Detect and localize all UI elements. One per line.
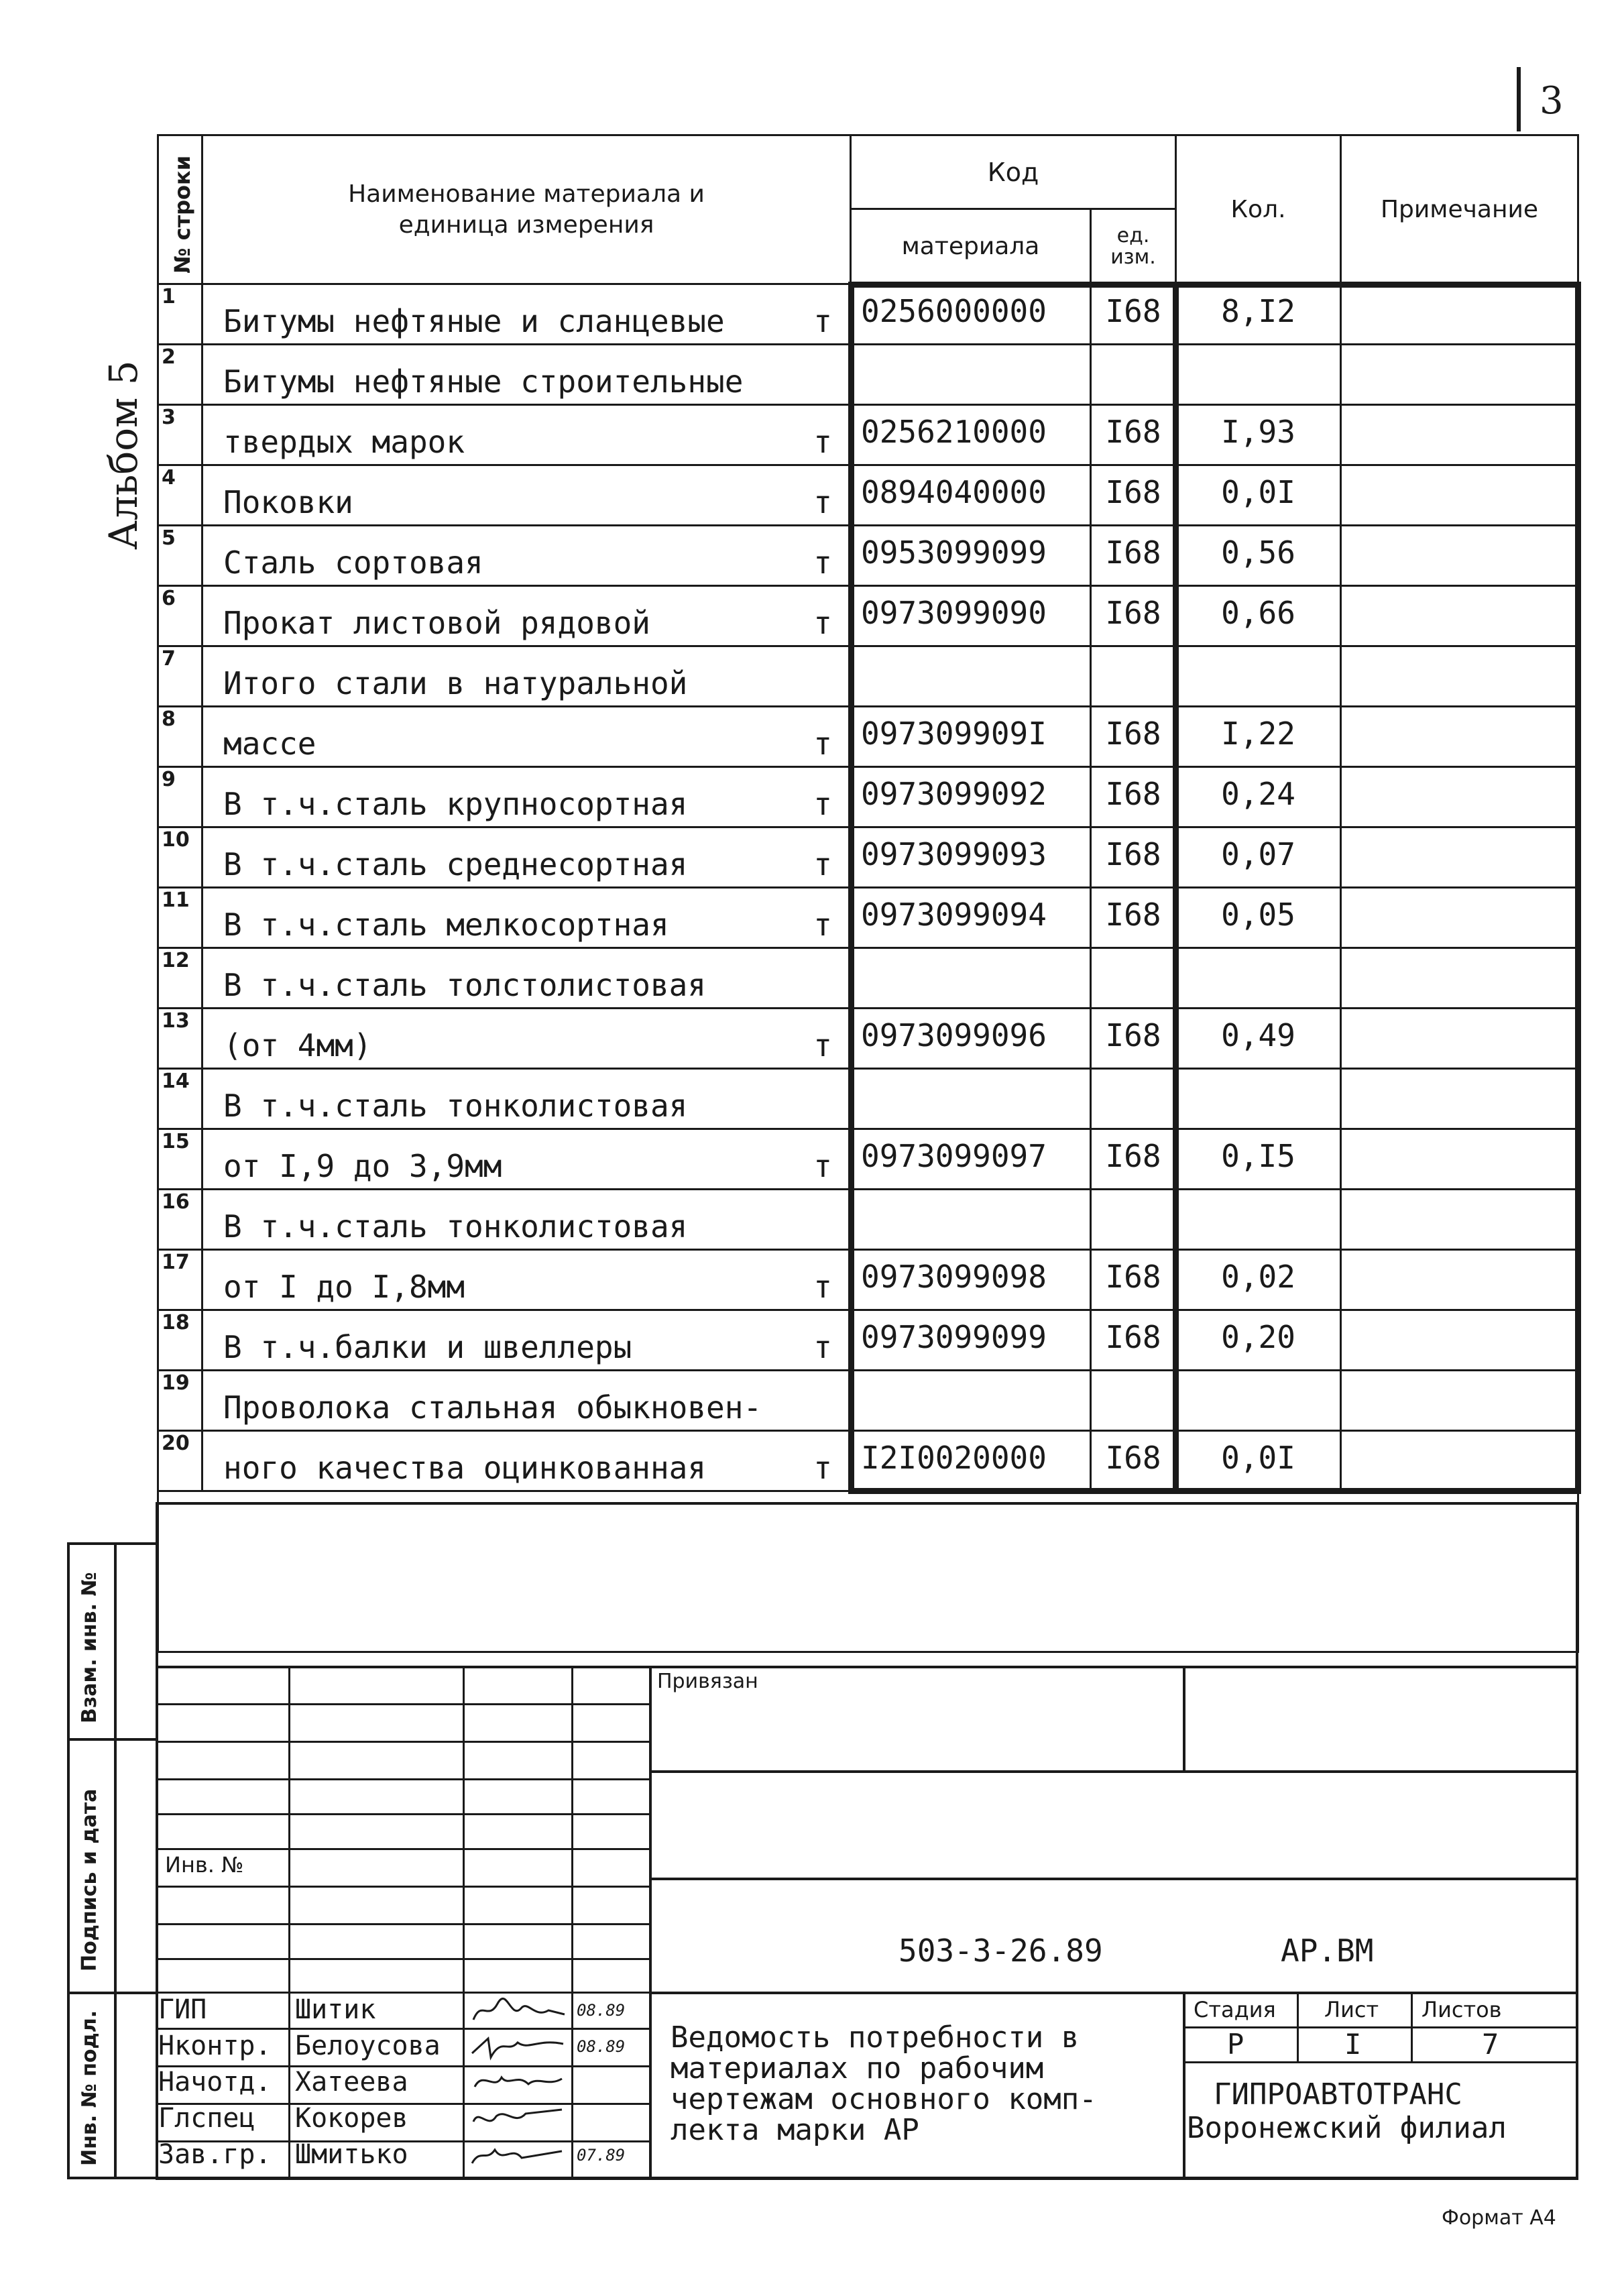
material-code: 0973099093 <box>851 827 1091 888</box>
material-code <box>851 948 1091 1009</box>
row-number: 7 <box>158 646 202 707</box>
table-row <box>158 586 1578 646</box>
table-row <box>158 1009 1578 1069</box>
material-code <box>851 345 1091 405</box>
measure-code: I68 <box>1091 888 1176 948</box>
quantity: 0,05 <box>1176 888 1341 948</box>
measure-code <box>1091 1190 1176 1250</box>
material-name-cell <box>202 345 851 405</box>
measure-code <box>1091 948 1176 1009</box>
row-number: 2 <box>158 345 202 405</box>
doc-code: 503-3-26.89 <box>898 1933 1103 1969</box>
measure-code <box>1091 345 1176 405</box>
measure-code: I68 <box>1091 1310 1176 1371</box>
quantity: 0,0I <box>1176 1431 1341 1491</box>
table-row <box>158 1250 1578 1310</box>
material-name: Поковки <box>223 484 353 520</box>
material-name: В т.ч.сталь мелкосортная <box>223 907 669 943</box>
signer-role: ГИП <box>158 1994 207 2025</box>
side-label-podpis: Подпись и дата <box>78 1788 101 1971</box>
quantity <box>1176 646 1341 707</box>
note <box>1341 948 1578 1009</box>
material-code: 0256000000 <box>851 284 1091 345</box>
side-strip-div1 <box>67 1738 156 1741</box>
header-code: Код <box>851 135 1176 209</box>
privyazan-label: Привязан <box>657 1670 758 1693</box>
material-name-cell <box>202 1371 851 1431</box>
quantity: 0,49 <box>1176 1009 1341 1069</box>
note <box>1341 465 1578 526</box>
material-name-cell <box>202 465 851 526</box>
signature-image <box>468 1994 569 2029</box>
material-name-cell <box>202 284 851 345</box>
row-number: 18 <box>158 1310 202 1371</box>
measure-code: I68 <box>1091 707 1176 767</box>
header-code-material: материала <box>851 209 1091 284</box>
note <box>1341 1431 1578 1491</box>
tb-bottom-border <box>156 2177 1578 2180</box>
tb-left-row-line <box>156 1848 650 1850</box>
materials-table <box>157 134 1577 1503</box>
signature-image <box>468 2030 569 2065</box>
note <box>1341 1069 1578 1129</box>
note <box>1341 1190 1578 1250</box>
material-name: Прокат листовой рядовой <box>223 605 650 641</box>
material-code: 0973099090 <box>851 586 1091 646</box>
table-row <box>158 405 1578 465</box>
tb-left-row-line <box>156 1741 650 1743</box>
header-quantity: Кол. <box>1176 135 1341 284</box>
note <box>1341 586 1578 646</box>
sheet-header: Лист <box>1324 1997 1379 2022</box>
row-number: 11 <box>158 888 202 948</box>
row-number: 1 <box>158 284 202 345</box>
tb-top-border <box>156 1502 1578 1505</box>
quantity: I,22 <box>1176 707 1341 767</box>
row-number: 3 <box>158 405 202 465</box>
material-code: 097309909I <box>851 707 1091 767</box>
tb-right-border <box>1576 1502 1578 2179</box>
material-name: твердых марок <box>223 424 465 460</box>
material-name: В т.ч.сталь среднесортная <box>223 846 688 882</box>
side-label-vzam: Взам. инв. № <box>78 1572 101 1723</box>
quantity: 8,I2 <box>1176 284 1341 345</box>
signer-name: Шмитько <box>295 2139 408 2170</box>
material-name: В т.ч.сталь толстолистовая <box>223 967 707 1003</box>
material-name: В т.ч.балки и швеллеры <box>223 1329 632 1365</box>
material-name-cell <box>202 1190 851 1250</box>
material-unit: т <box>813 605 832 641</box>
table-footer-space <box>158 1491 1578 1652</box>
side-strip-left <box>67 1542 70 2179</box>
tb-left-col3 <box>571 1666 573 2179</box>
material-code: 0973099099 <box>851 1310 1091 1371</box>
note <box>1341 345 1578 405</box>
note <box>1341 767 1578 827</box>
material-code <box>851 1371 1091 1431</box>
signature-image <box>468 2067 569 2102</box>
material-name: Битумы нефтяные строительные <box>223 363 744 400</box>
quantity <box>1176 1069 1341 1129</box>
table-row <box>158 827 1578 888</box>
row-number: 10 <box>158 827 202 888</box>
side-label-inv-podl: Инв. № подл. <box>78 2010 101 2166</box>
material-unit: т <box>813 786 832 822</box>
material-name: В т.ч.сталь тонколистовая <box>223 1088 688 1124</box>
row-number: 16 <box>158 1190 202 1250</box>
tb-left-row-line <box>156 1923 650 1925</box>
tb-privyazan-divider <box>1183 1666 1185 1770</box>
quantity: I,93 <box>1176 405 1341 465</box>
side-strip-top <box>67 1542 156 1545</box>
quantity: 0,20 <box>1176 1310 1341 1371</box>
quantity <box>1176 345 1341 405</box>
row-number: 6 <box>158 586 202 646</box>
stage-value: Р <box>1227 2028 1244 2061</box>
note <box>1341 888 1578 948</box>
side-strip-bottom <box>67 2177 156 2179</box>
row-number: 4 <box>158 465 202 526</box>
note <box>1341 1310 1578 1371</box>
row-number: 20 <box>158 1431 202 1491</box>
page-number: 3 <box>1540 79 1564 123</box>
measure-code: I68 <box>1091 1129 1176 1190</box>
table-row <box>158 1190 1578 1250</box>
table-row <box>158 465 1578 526</box>
signer-name: Хатеева <box>295 2067 408 2098</box>
measure-code: I68 <box>1091 1009 1176 1069</box>
material-code <box>851 646 1091 707</box>
quantity <box>1176 948 1341 1009</box>
sheets-header: Листов <box>1422 1997 1502 2022</box>
material-code: 0973099092 <box>851 767 1091 827</box>
quantity <box>1176 1371 1341 1431</box>
measure-code: I68 <box>1091 827 1176 888</box>
material-unit: т <box>813 726 832 762</box>
side-strip-div2 <box>67 1992 156 1994</box>
measure-code: I68 <box>1091 767 1176 827</box>
measure-code: I68 <box>1091 1250 1176 1310</box>
doc-mark: АР.ВМ <box>1281 1933 1374 1969</box>
material-unit: т <box>813 1450 832 1486</box>
tb-line-b <box>650 1770 1578 1773</box>
material-name: Проволока стальная обыкновен- <box>223 1389 762 1426</box>
material-name: Сталь сортовая <box>223 544 483 581</box>
page-number-tick <box>1517 67 1521 131</box>
note <box>1341 526 1578 586</box>
measure-code: I68 <box>1091 586 1176 646</box>
table-row <box>158 646 1578 707</box>
material-name: ного качества оцинкованная <box>223 1450 707 1486</box>
material-name-cell <box>202 646 851 707</box>
table-row <box>158 1310 1578 1371</box>
quantity: 0,66 <box>1176 586 1341 646</box>
format-label: Формат А4 <box>1442 2206 1556 2230</box>
material-name: от I до I,8мм <box>223 1269 465 1305</box>
inv-no-label: Инв. № <box>165 1852 244 1878</box>
table-row <box>158 1371 1578 1431</box>
table-row <box>158 1129 1578 1190</box>
note <box>1341 646 1578 707</box>
tb-stage-divider <box>1183 1992 1185 2179</box>
quantity <box>1176 1190 1341 1250</box>
signer-date: 07.89 <box>577 2146 626 2165</box>
table-row <box>158 888 1578 948</box>
quantity: 0,I5 <box>1176 1129 1341 1190</box>
signer-role: Нконтр. <box>158 2030 272 2061</box>
signer-role: Глспец <box>158 2103 255 2134</box>
tb-left-row-line <box>156 1992 650 1994</box>
quantity: 0,24 <box>1176 767 1341 827</box>
material-name-cell <box>202 1129 851 1190</box>
header-code-unit: ед. изм. <box>1091 209 1176 284</box>
tb-left-row-line <box>156 1958 650 1960</box>
material-name-cell <box>202 767 851 827</box>
measure-code: I68 <box>1091 284 1176 345</box>
org-name: ГИПРОАВТОТРАНС <box>1214 2077 1462 2112</box>
note <box>1341 1009 1578 1069</box>
note <box>1341 1371 1578 1431</box>
row-number: 15 <box>158 1129 202 1190</box>
header-note: Примечание <box>1341 135 1578 284</box>
material-code: I2I0020000 <box>851 1431 1091 1491</box>
tb-left-col2 <box>463 1666 465 2179</box>
signature-image <box>468 2103 569 2138</box>
tb-stage-div1 <box>1297 1992 1299 2061</box>
row-number: 12 <box>158 948 202 1009</box>
tb-line-a <box>156 1666 1578 1668</box>
signer-date: 08.89 <box>577 2037 626 2056</box>
quantity: 0,02 <box>1176 1250 1341 1310</box>
measure-code: I68 <box>1091 405 1176 465</box>
material-name: Битумы нефтяные и сланцевые <box>223 303 725 339</box>
material-code: 0953099099 <box>851 526 1091 586</box>
org-branch: Воронежский филиал <box>1187 2111 1507 2145</box>
tb-left-row-line <box>156 1703 650 1705</box>
material-name-cell <box>202 1431 851 1491</box>
table-row <box>158 948 1578 1009</box>
tb-left-row-line <box>156 2028 650 2030</box>
tb-left-col1 <box>288 1666 290 2179</box>
material-name-cell <box>202 1069 851 1129</box>
tb-stage-line2 <box>1183 2061 1578 2063</box>
measure-code <box>1091 1069 1176 1129</box>
material-name-cell <box>202 1310 851 1371</box>
table-row <box>158 767 1578 827</box>
quantity: 0,07 <box>1176 827 1341 888</box>
table-row <box>158 345 1578 405</box>
material-name: В т.ч.сталь крупносортная <box>223 786 688 822</box>
quantity: 0,56 <box>1176 526 1341 586</box>
material-unit: т <box>813 544 832 581</box>
material-name-cell <box>202 405 851 465</box>
signer-name: Шитик <box>295 1994 376 2025</box>
material-unit: т <box>813 907 832 943</box>
measure-code: I68 <box>1091 465 1176 526</box>
row-number: 13 <box>158 1009 202 1069</box>
signer-role: Начотд. <box>158 2067 272 2098</box>
material-unit: т <box>813 424 832 460</box>
material-code: 0973099096 <box>851 1009 1091 1069</box>
material-unit: т <box>813 1148 832 1184</box>
row-number: 19 <box>158 1371 202 1431</box>
table-row <box>158 284 1578 345</box>
material-name-cell <box>202 827 851 888</box>
doc-title: Ведомость потребности в материалах по рабочим чертежам основного комп- лекта марки АР <box>671 2020 1097 2147</box>
tb-left-row-line <box>156 1886 650 1888</box>
material-code: 0894040000 <box>851 465 1091 526</box>
tb-stage-div2 <box>1411 1992 1413 2061</box>
material-name-cell <box>202 948 851 1009</box>
measure-code: I68 <box>1091 1431 1176 1491</box>
material-code <box>851 1190 1091 1250</box>
material-unit: т <box>813 303 832 339</box>
measure-code <box>1091 646 1176 707</box>
header-name: Наименование материала и единица измерения <box>202 135 851 284</box>
material-name: Итого стали в натуральной <box>223 665 688 701</box>
row-number: 5 <box>158 526 202 586</box>
measure-code <box>1091 1371 1176 1431</box>
row-number: 9 <box>158 767 202 827</box>
material-name-cell <box>202 1009 851 1069</box>
material-name-cell <box>202 526 851 586</box>
material-unit: т <box>813 1329 832 1365</box>
quantity: 0,0I <box>1176 465 1341 526</box>
material-code <box>851 1069 1091 1129</box>
note <box>1341 827 1578 888</box>
side-strip-mid <box>114 1542 117 2179</box>
material-name-cell <box>202 586 851 646</box>
material-unit: т <box>813 846 832 882</box>
material-code: 0256210000 <box>851 405 1091 465</box>
tb-line-d <box>650 1992 1578 1994</box>
sheet-value: I <box>1344 2028 1362 2061</box>
material-unit: т <box>813 1027 832 1064</box>
material-unit: т <box>813 484 832 520</box>
signer-date: 08.89 <box>577 2001 626 2020</box>
table-row <box>158 526 1578 586</box>
measure-code: I68 <box>1091 526 1176 586</box>
sheets-value: 7 <box>1482 2028 1499 2061</box>
material-name: от I,9 до 3,9мм <box>223 1148 502 1184</box>
header-row-number: № строки <box>158 135 202 284</box>
material-code: 0973099097 <box>851 1129 1091 1190</box>
note <box>1341 1250 1578 1310</box>
note <box>1341 284 1578 345</box>
material-unit: т <box>813 1269 832 1305</box>
note <box>1341 405 1578 465</box>
stage-header: Стадия <box>1194 1997 1276 2022</box>
material-name-cell <box>202 888 851 948</box>
material-name: В т.ч.сталь тонколистовая <box>223 1208 688 1245</box>
row-number: 17 <box>158 1250 202 1310</box>
signer-name: Кокорев <box>295 2103 408 2134</box>
row-number: 14 <box>158 1069 202 1129</box>
material-name-cell <box>202 707 851 767</box>
tb-line-c <box>650 1878 1578 1880</box>
tb-left-row-line <box>156 1813 650 1815</box>
table-row <box>158 1069 1578 1129</box>
material-code: 0973099098 <box>851 1250 1091 1310</box>
album-label: Альбом 5 <box>101 360 146 550</box>
signer-name: Белоусова <box>295 2030 441 2061</box>
table-row <box>158 707 1578 767</box>
signer-role: Зав.гр. <box>158 2139 272 2170</box>
note <box>1341 707 1578 767</box>
material-code: 0973099094 <box>851 888 1091 948</box>
material-name: массе <box>223 726 316 762</box>
row-number: 8 <box>158 707 202 767</box>
signature-image <box>468 2139 569 2174</box>
note <box>1341 1129 1578 1190</box>
table-row <box>158 1431 1578 1491</box>
material-name: (от 4мм) <box>223 1027 372 1064</box>
tb-left-col4 <box>649 1666 652 2179</box>
tb-left-row-line <box>156 1778 650 1780</box>
material-name-cell <box>202 1250 851 1310</box>
